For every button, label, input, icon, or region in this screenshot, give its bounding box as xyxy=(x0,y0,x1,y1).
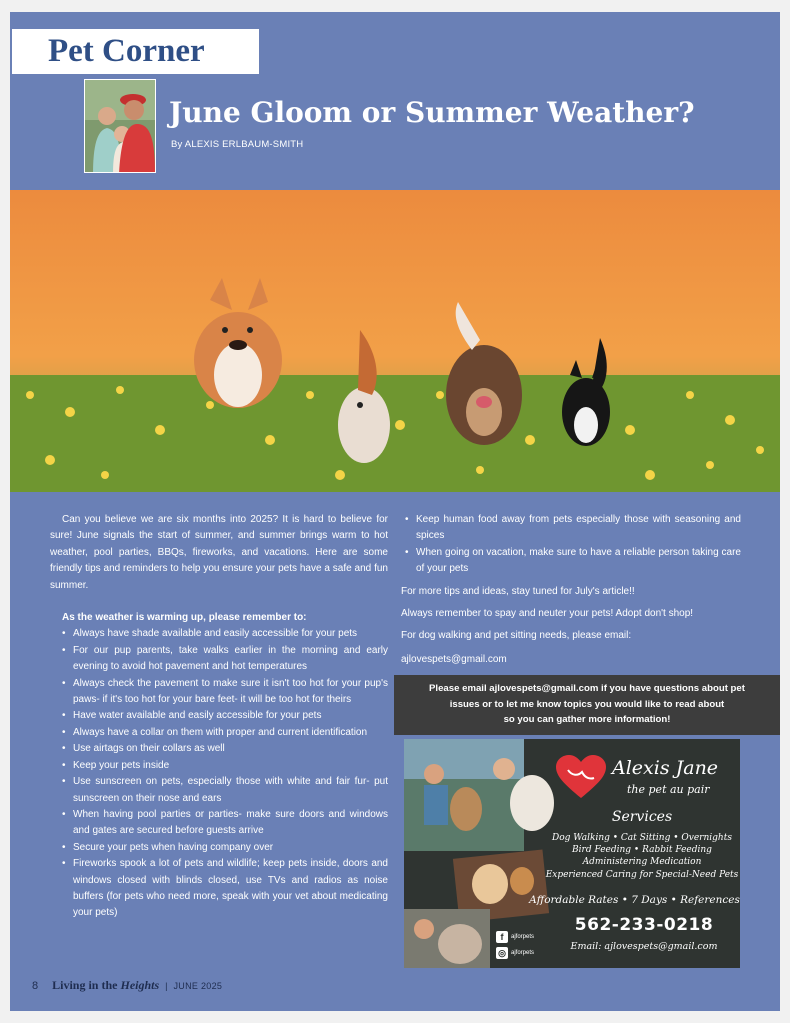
heart-logo-icon xyxy=(554,754,608,800)
ad-services-list xyxy=(544,832,740,881)
list-item: • Use airtags on their collars as well xyxy=(62,741,388,757)
page-footer xyxy=(32,978,222,993)
facebook-handle: ajforpets xyxy=(511,934,535,940)
more-tips-paragraph: For more tips and ideas, stay tuned for July's article!! xyxy=(401,585,635,597)
spay-neuter-paragraph: Always remember to spay and neuter your pets! Adopt don't shop! xyxy=(401,608,694,620)
ad-phone-number[interactable]: 562-233-0218 xyxy=(574,915,714,935)
author-photo xyxy=(84,79,156,173)
ad-brand-name: Alexis Jane xyxy=(612,757,719,779)
facebook-icon: f xyxy=(496,931,508,943)
advertisement xyxy=(404,739,740,968)
list-item: • When having pool parties or parties- make sure doors and windows and gates are secured before guests arrive xyxy=(62,807,388,840)
intro-paragraph: Can you believe we are six months into 2025? It is hard to believe for sure! June signals the start of summer, and summer brings warm to hot weather, pool parties, BBQs, fireworks, and vacations. Here are some friendly tips and reminders to help you ensure your pets have a safe and fun summer. xyxy=(50,514,388,591)
list-item: • For our pup parents, take walks earlier in the morning and early evening to avoid hot pavement and hot temperatures xyxy=(62,643,388,676)
publication-name xyxy=(52,978,159,993)
issue-date: JUNE 2025 xyxy=(173,981,223,991)
list-item: • Use sunscreen on pets, especially those with white and fair fur- put sunscreen on their nose and ears xyxy=(62,774,388,807)
walking-paragraph: For dog walking and pet sitting needs, please email: xyxy=(401,630,632,642)
ad-services-title: Services xyxy=(611,809,673,825)
article-headline: June Gloom or Summer Weather? xyxy=(169,96,695,129)
facebook-link[interactable] xyxy=(496,931,534,943)
callout-line: Please email ajlovespets@gmail.com if you have questions about pet xyxy=(429,683,745,694)
list-item: • Have water available and easily accessible for your pets xyxy=(62,708,388,724)
hero-image xyxy=(10,190,780,492)
article-byline: By ALEXIS ERLBAUM-SMITH xyxy=(171,139,304,150)
page xyxy=(10,12,780,1011)
ad-service-line: Dog Walking • Cat Sitting • Overnights xyxy=(552,833,732,843)
list-item: • Fireworks spook a lot of pets and wildlife; keep pets inside, doors and windows closed with blinds closed, use TVs and radios as noise buffers (for pets who need more, speak with your vet about medicating your pets) xyxy=(62,856,388,922)
list-item: • Keep your pets inside xyxy=(62,758,388,774)
contact-email-link[interactable]: ajlovespets@gmail.com xyxy=(401,653,507,665)
tips-list-right xyxy=(401,512,741,578)
email-callout xyxy=(394,675,780,735)
instagram-handle: ajforpets xyxy=(511,950,535,956)
section-title: Pet Corner xyxy=(12,29,259,74)
list-item: • Keep human food away from pets especially those with seasoning and spices xyxy=(405,512,741,545)
ad-social-links xyxy=(496,931,534,963)
publication-prefix: Living in the xyxy=(52,978,118,992)
ad-tagline: the pet au pair xyxy=(627,783,710,796)
callout-line: issues or to let me know topics you would like to read about xyxy=(449,698,725,710)
footer-separator: | xyxy=(165,981,168,991)
article-body-left xyxy=(50,512,388,922)
tips-list-left xyxy=(50,626,388,921)
list-item: • Always check the pavement to make sure it isn't too hot for your pup's paws- if it's too hot for your bare feet- it will be too hot for theirs xyxy=(62,676,388,709)
ad-photo-collage xyxy=(404,739,564,968)
list-item: • Secure your pets when having company over xyxy=(62,840,388,856)
list-heading: As the weather is warming up, please remember to: xyxy=(62,612,307,624)
ad-service-line: Experienced Caring for Special-Need Pets xyxy=(545,869,739,880)
instagram-icon: ◎ xyxy=(496,947,508,959)
ad-service-line: Administering Medication xyxy=(582,857,702,868)
list-item: • Always have a collar on them with proper and current identification xyxy=(62,725,388,741)
list-item: • Always have shade available and easily accessible for your pets xyxy=(62,626,388,642)
publication-suffix: Heights xyxy=(120,978,160,992)
page-number: 8 xyxy=(32,980,39,992)
article-body-right xyxy=(401,512,741,668)
list-item: • When going on vacation, make sure to have a reliable person taking care of your pets xyxy=(405,545,741,578)
ad-service-line: Bird Feeding • Rabbit Feeding xyxy=(572,845,712,856)
ad-email[interactable]: Email: ajlovespets@gmail.com xyxy=(570,941,718,952)
callout-line: so you can gather more information! xyxy=(503,714,671,725)
instagram-link[interactable] xyxy=(496,947,534,959)
ad-rates: Affordable Rates • 7 Days • References xyxy=(529,894,740,906)
